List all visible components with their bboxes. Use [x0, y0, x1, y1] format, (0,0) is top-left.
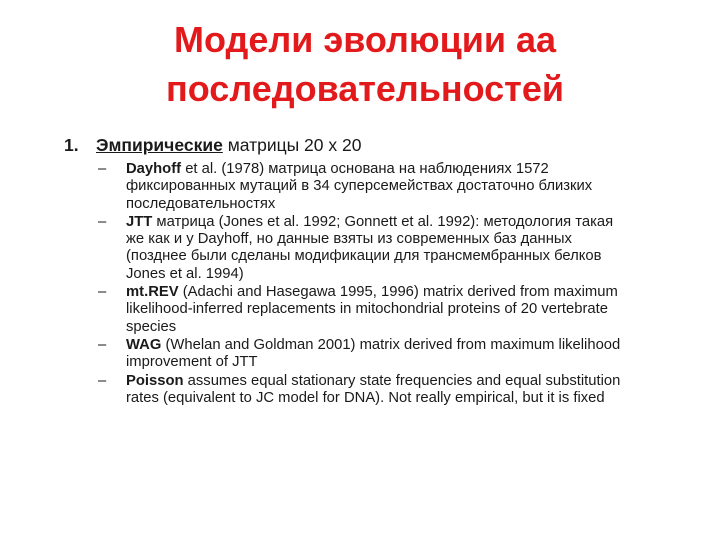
- sub-point-line: [126, 214, 668, 231]
- sub-point-line: likelihood-inferred replacements in mitochondrial proteins of 20 vertebrate: [126, 301, 608, 318]
- sub-point-text: (Adachi and Hasegawa 1995, 1996) matrix derived from maximum: [178, 284, 618, 301]
- sub-point-text: et al. (1978) матрица основана на наблюдениях 1572: [181, 161, 549, 177]
- dash-bullet: –: [98, 372, 107, 389]
- sub-point-text: (Whelan and Goldman 2001) matrix derived from maximum likelihood: [161, 336, 621, 353]
- slide-title-line-2: последовательностей: [166, 68, 564, 109]
- sub-point-text: матрица (Jones et al. 1992; Gonnett et al. 1992): методология такая: [152, 213, 614, 230]
- sub-point-line: improvement of JTT: [126, 354, 258, 371]
- sub-point-line: [126, 373, 668, 390]
- main-point-rest: матрицы 20 х 20: [222, 135, 362, 155]
- sub-point-list: [98, 161, 668, 408]
- dash-bullet: –: [98, 336, 107, 353]
- sub-point-term: WAG: [126, 336, 162, 353]
- sub-point-line: фиксированных мутаций в 34 суперсемействах достаточно близких: [126, 178, 593, 195]
- sub-point-text: assumes equal stationary state frequencies and equal substitution: [183, 372, 621, 389]
- dash-bullet: –: [98, 284, 107, 301]
- sub-point-term: JTT: [126, 213, 153, 230]
- main-point-number: 1.: [64, 135, 79, 155]
- sub-point-line: же как и у Dayhoff, но данные взяты из современных баз данных: [126, 231, 572, 248]
- sub-point-line: (позднее были сделаны модификации для трансмембранных белков: [126, 248, 602, 265]
- slide-title-line-1: Модели эволюции аа: [173, 19, 557, 60]
- dash-bullet: –: [98, 161, 107, 177]
- sub-point-term: Poisson: [126, 372, 184, 389]
- sub-point-line: [126, 337, 668, 354]
- sub-point-mtrev: [98, 284, 668, 336]
- sub-point-jtt: [98, 214, 668, 283]
- sub-point-line: species: [126, 318, 177, 335]
- sub-point-term: mt.REV: [126, 284, 179, 301]
- main-point-text: [96, 134, 361, 156]
- sub-point-dayhoff: [98, 161, 668, 213]
- sub-point-line: [126, 284, 668, 301]
- sub-point-line: Jones et al. 1994): [126, 265, 244, 282]
- dash-bullet: –: [98, 213, 107, 230]
- main-point-term: Эмпирические: [96, 135, 223, 155]
- sub-point-poisson: [98, 373, 668, 408]
- sub-point-line: rates (equivalent to JC model for DNA). Not really empirical, but it is fixed: [126, 389, 605, 406]
- sub-point-term: Dayhoff: [126, 161, 182, 177]
- sub-point-line: [126, 161, 668, 178]
- sub-point-wag: [98, 337, 668, 372]
- sub-point-line: последовательностях: [126, 195, 276, 212]
